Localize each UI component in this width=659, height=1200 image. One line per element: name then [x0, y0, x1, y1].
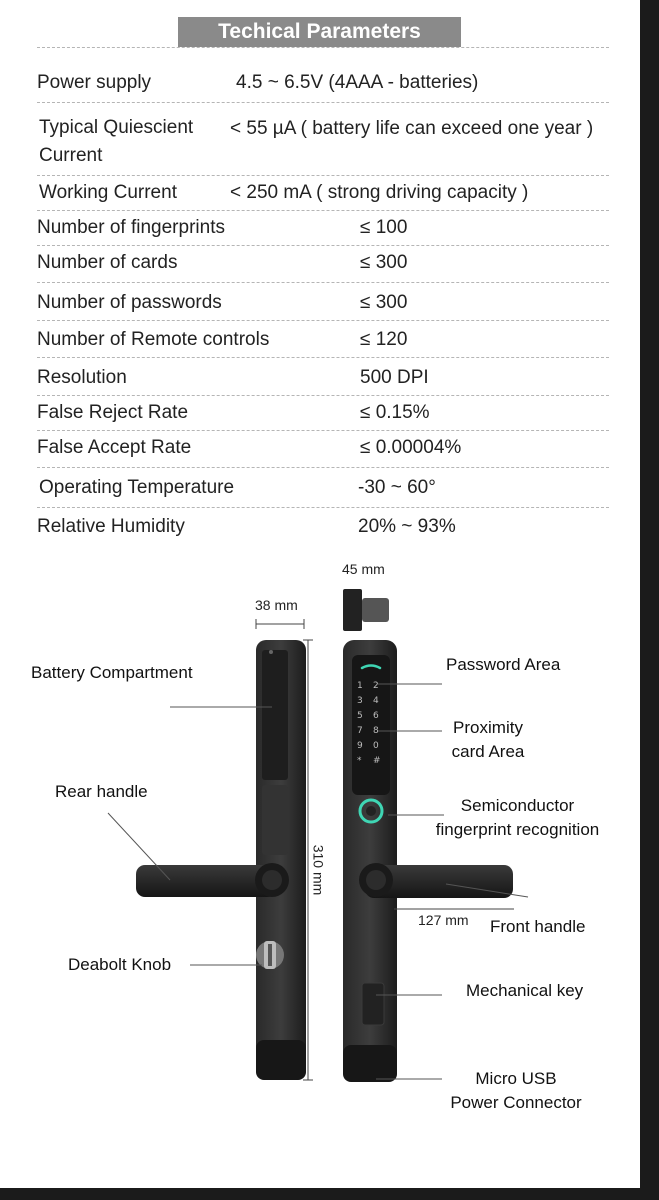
keypad-key: # — [373, 756, 381, 766]
front-handle — [359, 863, 513, 898]
spec-label: Number of cards — [37, 252, 178, 273]
spec-value: ≤ 300 — [360, 292, 408, 313]
label-line: Proximity — [453, 718, 523, 737]
width-dimension: 38 mm — [255, 597, 298, 613]
keypad-key: 7 — [357, 726, 363, 736]
label-line: Power Connector — [450, 1093, 582, 1112]
battery-compartment-label: Battery Compartment — [31, 663, 193, 682]
keypad-key: 0 — [373, 741, 379, 751]
label-line: Micro USB — [475, 1069, 557, 1088]
handle-dimension: 127 mm — [418, 912, 469, 928]
width-dimension-line — [256, 619, 304, 629]
keypad-key: 2 — [373, 681, 379, 691]
spec-value: 4.5 ~ 6.5V (4AAA - batteries) — [236, 72, 479, 93]
keypad-key: * — [357, 756, 362, 766]
rear-handle-label: Rear handle — [55, 782, 148, 801]
spec-value: ≤ 100 — [360, 217, 408, 238]
mechanical-key-label: Mechanical key — [466, 981, 584, 1000]
spec-value: ≤ 0.15% — [360, 402, 430, 423]
spec-label: Typical Quiescient Current — [39, 117, 194, 166]
password-area-label: Password Area — [446, 655, 561, 674]
spec-label: Working Current — [39, 182, 177, 203]
label-line: fingerprint recognition — [435, 820, 600, 839]
keypad-key: 4 — [373, 696, 379, 706]
spec-label: Number of fingerprints — [37, 217, 225, 238]
micro-usb-label — [436, 1067, 596, 1115]
spec-label: Number of Remote controls — [37, 329, 270, 350]
height-dimension: 310 mm — [310, 844, 327, 896]
fingerprint-label — [416, 794, 619, 842]
spec-label: False Accept Rate — [37, 437, 192, 458]
spec-label: Resolution — [37, 367, 127, 388]
label-line: Semiconductor — [460, 796, 575, 815]
spec-label: Operating Temperature — [39, 477, 235, 498]
deadbolt-knob-label: Deabolt Knob — [68, 955, 172, 974]
spec-value: 500 DPI — [360, 367, 429, 388]
keypad-key: 1 — [357, 681, 363, 691]
spec-label: Power supply — [37, 72, 152, 93]
keypad-key: 8 — [373, 726, 379, 736]
keypad-key: 6 — [373, 711, 379, 721]
spec-value: ≤ 0.00004% — [360, 437, 462, 458]
rear-lock-body — [256, 640, 306, 1080]
depth-dimension: 45 mm — [342, 561, 385, 577]
spec-value: < 250 mA ( strong driving capacity ) — [230, 182, 529, 203]
keypad-key: 3 — [357, 696, 363, 706]
spec-value: -30 ~ 60° — [358, 477, 436, 498]
spec-value: ≤ 120 — [360, 329, 408, 350]
spec-label: Relative Humidity — [37, 516, 185, 537]
spec-label: Number of passwords — [37, 292, 222, 313]
front-handle-label: Front handle — [490, 917, 586, 936]
spec-value: < 55 µA ( battery life can exceed one year ) — [230, 118, 594, 139]
spec-label: False Reject Rate — [37, 402, 189, 423]
spec-value: ≤ 300 — [360, 252, 408, 273]
label-line: card Area — [451, 742, 525, 761]
keypad — [357, 681, 389, 766]
section-title: Techical Parameters — [178, 17, 461, 47]
spec-value: 20% ~ 93% — [358, 516, 456, 537]
proximity-card-label — [440, 716, 536, 764]
keypad-key: 9 — [357, 741, 363, 751]
keypad-key: 5 — [357, 711, 363, 721]
top-view — [343, 589, 389, 631]
